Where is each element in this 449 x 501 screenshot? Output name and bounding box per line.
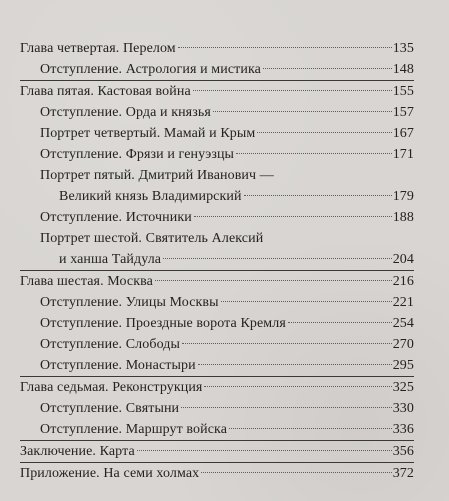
leader-dots [213,111,392,112]
toc-subentry-line-1 [20,165,414,186]
toc-page-number: 157 [392,105,414,120]
toc-subentry [20,419,414,440]
toc-page-number: 356 [392,444,414,459]
toc-appendix [20,463,414,484]
toc-title: Отступление. Фрязи и генуэзцы [40,147,235,162]
toc-subentry [20,144,414,165]
toc-title: Великий князь Владимирский [59,189,242,204]
toc-title: Отступление. Источники [40,210,192,225]
leader-dots [198,364,392,365]
leader-dots [244,195,392,196]
toc-page-number: 204 [392,252,414,267]
toc-page-number: 167 [392,126,414,141]
toc-title: Глава четвертая. Перелом [20,41,176,56]
leader-dots [257,132,391,133]
toc-chapter-5 [20,81,414,102]
toc-page-number: 330 [392,401,414,416]
toc-title: Глава пятая. Кастовая война [20,84,191,99]
leader-dots [137,450,392,451]
table-of-contents [20,38,414,484]
toc-title: Отступление. Святыни [40,401,180,416]
toc-subentry-line-2 [20,186,414,207]
toc-page-number: 188 [392,210,414,225]
toc-subentry [20,207,414,228]
toc-subentry [20,313,414,334]
toc-page-number: 270 [392,337,414,352]
toc-conclusion [20,441,414,462]
toc-title: Отступление. Астрология и мистика [40,62,261,77]
leader-dots [263,68,392,69]
leader-dots [221,301,392,302]
toc-page-number: 325 [392,380,414,395]
leader-dots [236,153,392,154]
leader-dots [178,47,392,48]
toc-subentry [20,355,414,376]
toc-title: Портрет шестой. Святитель Алексий [40,231,264,246]
toc-page-number: 148 [392,62,414,77]
toc-subentry-line-1 [20,228,414,249]
toc-title: Отступление. Монастыри [40,358,196,373]
leader-dots [182,343,392,344]
leader-dots [181,407,392,408]
leader-dots [193,90,392,91]
toc-page-number: 254 [392,316,414,331]
leader-dots [201,472,391,473]
toc-page-number: 221 [392,295,414,310]
toc-title: Заключение. Карта [20,444,135,459]
toc-title: Портрет пятый. Дмитрий Иванович — [40,168,274,183]
toc-page-number: 216 [392,274,414,289]
toc-page-number: 155 [392,84,414,99]
toc-page-number: 336 [392,422,414,437]
toc-chapter-6 [20,271,414,292]
toc-title: Отступление. Маршрут войска [40,422,228,437]
leader-dots [155,280,392,281]
toc-subentry [20,59,414,80]
toc-title: Глава шестая. Москва [20,274,153,289]
toc-page-number: 179 [392,189,414,204]
toc-page-number: 171 [392,147,414,162]
leader-dots [288,322,392,323]
toc-subentry [20,292,414,313]
toc-chapter-7 [20,377,414,398]
leader-dots [163,258,392,259]
toc-subentry-line-2 [20,249,414,270]
leader-dots [194,216,392,217]
toc-chapter-4 [20,38,414,59]
toc-page-number: 135 [392,41,414,56]
toc-subentry [20,123,414,144]
toc-page-number: 372 [392,466,414,481]
toc-subentry [20,334,414,355]
toc-title: Отступление. Слободы [40,337,181,352]
leader-dots [229,428,392,429]
toc-title: Отступление. Орда и князья [40,105,211,120]
toc-title: Приложение. На семи холмах [20,466,200,481]
toc-title: и ханша Тайдула [59,252,162,267]
toc-title: Портрет четвертый. Мамай и Крым [40,126,256,141]
toc-title: Отступление. Улицы Москвы [40,295,219,310]
toc-page-number: 295 [392,358,414,373]
toc-subentry [20,398,414,419]
toc-title: Глава седьмая. Реконструкция [20,380,203,395]
toc-subentry [20,102,414,123]
leader-dots [204,386,391,387]
toc-title: Отступление. Проездные ворота Кремля [40,316,286,331]
